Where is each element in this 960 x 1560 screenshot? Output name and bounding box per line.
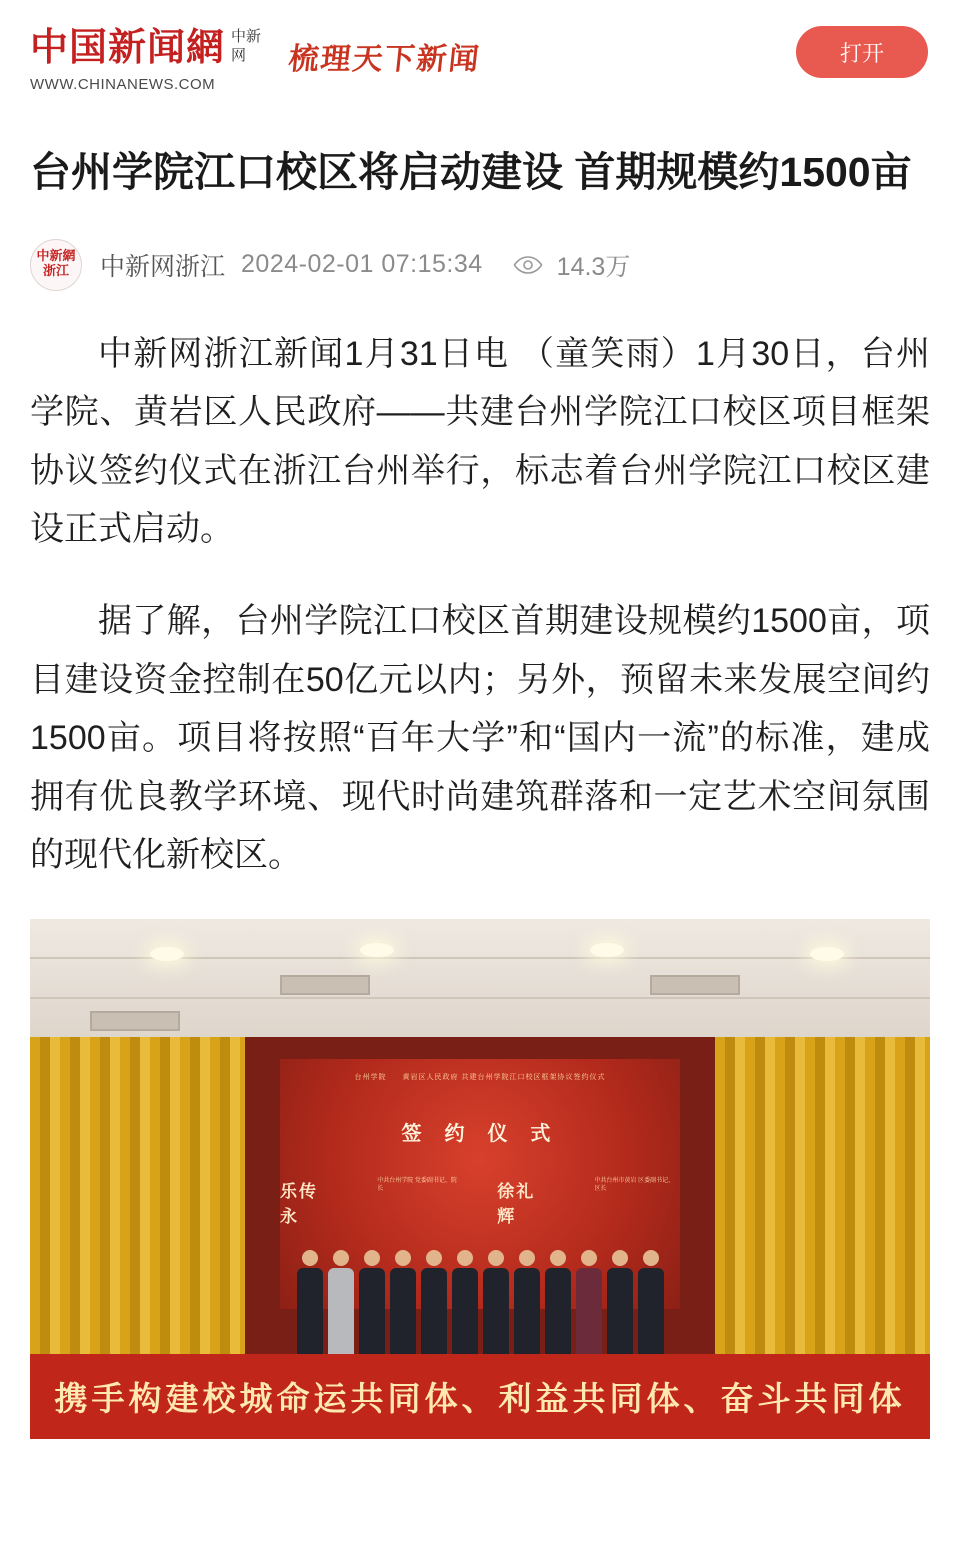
brand-sub-line1: 中新 [231,28,262,45]
article-paragraph-1: 中新网浙江新闻1月31日电 （童笑雨）1月30日，台州学院、黄岩区人民政府——共建台州学院江口校区项目框架协议签约仪式在浙江台州举行，标志着台州学院江口校区建设正式启动。 [30,334,930,548]
site-slogan: 梳理天下新闻 [286,42,483,77]
screen-name-left: 乐传永 [280,1181,318,1227]
view-count-value: 14.3万 [556,252,631,281]
article-image [30,919,930,1439]
people-row [245,1224,715,1354]
open-app-button[interactable]: 打开 [796,26,928,78]
site-url: WWW.CHINANEWS.COM [30,76,216,93]
screen-title-text: 签 约 仪 式 [401,1120,559,1145]
article-body [0,144,960,1439]
ceiling [30,919,930,1039]
article-timestamp: 2024-02-01 07:15:34 [241,250,483,279]
brand-logo-subtext [231,27,261,65]
view-count [513,247,631,283]
avatar-line1: 中新網 [36,249,76,265]
screen-names [280,1177,680,1227]
site-brand[interactable] [30,25,261,93]
screen-name-right: 徐礼辉 [497,1181,536,1227]
eye-icon [513,255,543,275]
article-source[interactable]: 中新网浙江 [100,252,226,281]
stage-banner [30,1354,930,1439]
brand-logo-text: 中国新闻網 [30,24,226,69]
brand-sub-line2: 网 [231,47,247,64]
article-paragraph-2: 据了解，台州学院江口校区首期建设规模约1500亩，项目建设资金控制在50亿元以内；另外，预留未来发展空间约1500亩。项目将按照“百年大学”和“国内一流”的标准，建成拥有优良教学环境、现代时尚建筑群落和一定艺术空间氛围的现代化新校区。 [30,602,930,875]
screen-name-left-title: 中共台州学院 党委副书记、院长 [377,1177,457,1192]
article-meta [30,239,930,291]
avatar-line2: 浙江 [42,264,69,280]
screen-top-text: 台州学院 黄岩区人民政府 共建台州学院江口校区框架协议签约仪式 [354,1073,606,1081]
site-header [0,0,960,118]
page-title: 台州学院江口校区将启动建设 首期规模约1500亩 [30,149,912,195]
avatar[interactable] [30,239,82,291]
screen-name-right-title: 中共台州市黄岩 区委副书记、区长 [594,1177,675,1192]
stage-banner-text: 携手构建校城命运共同体、利益共同体、奋斗共同体 [54,1378,906,1418]
